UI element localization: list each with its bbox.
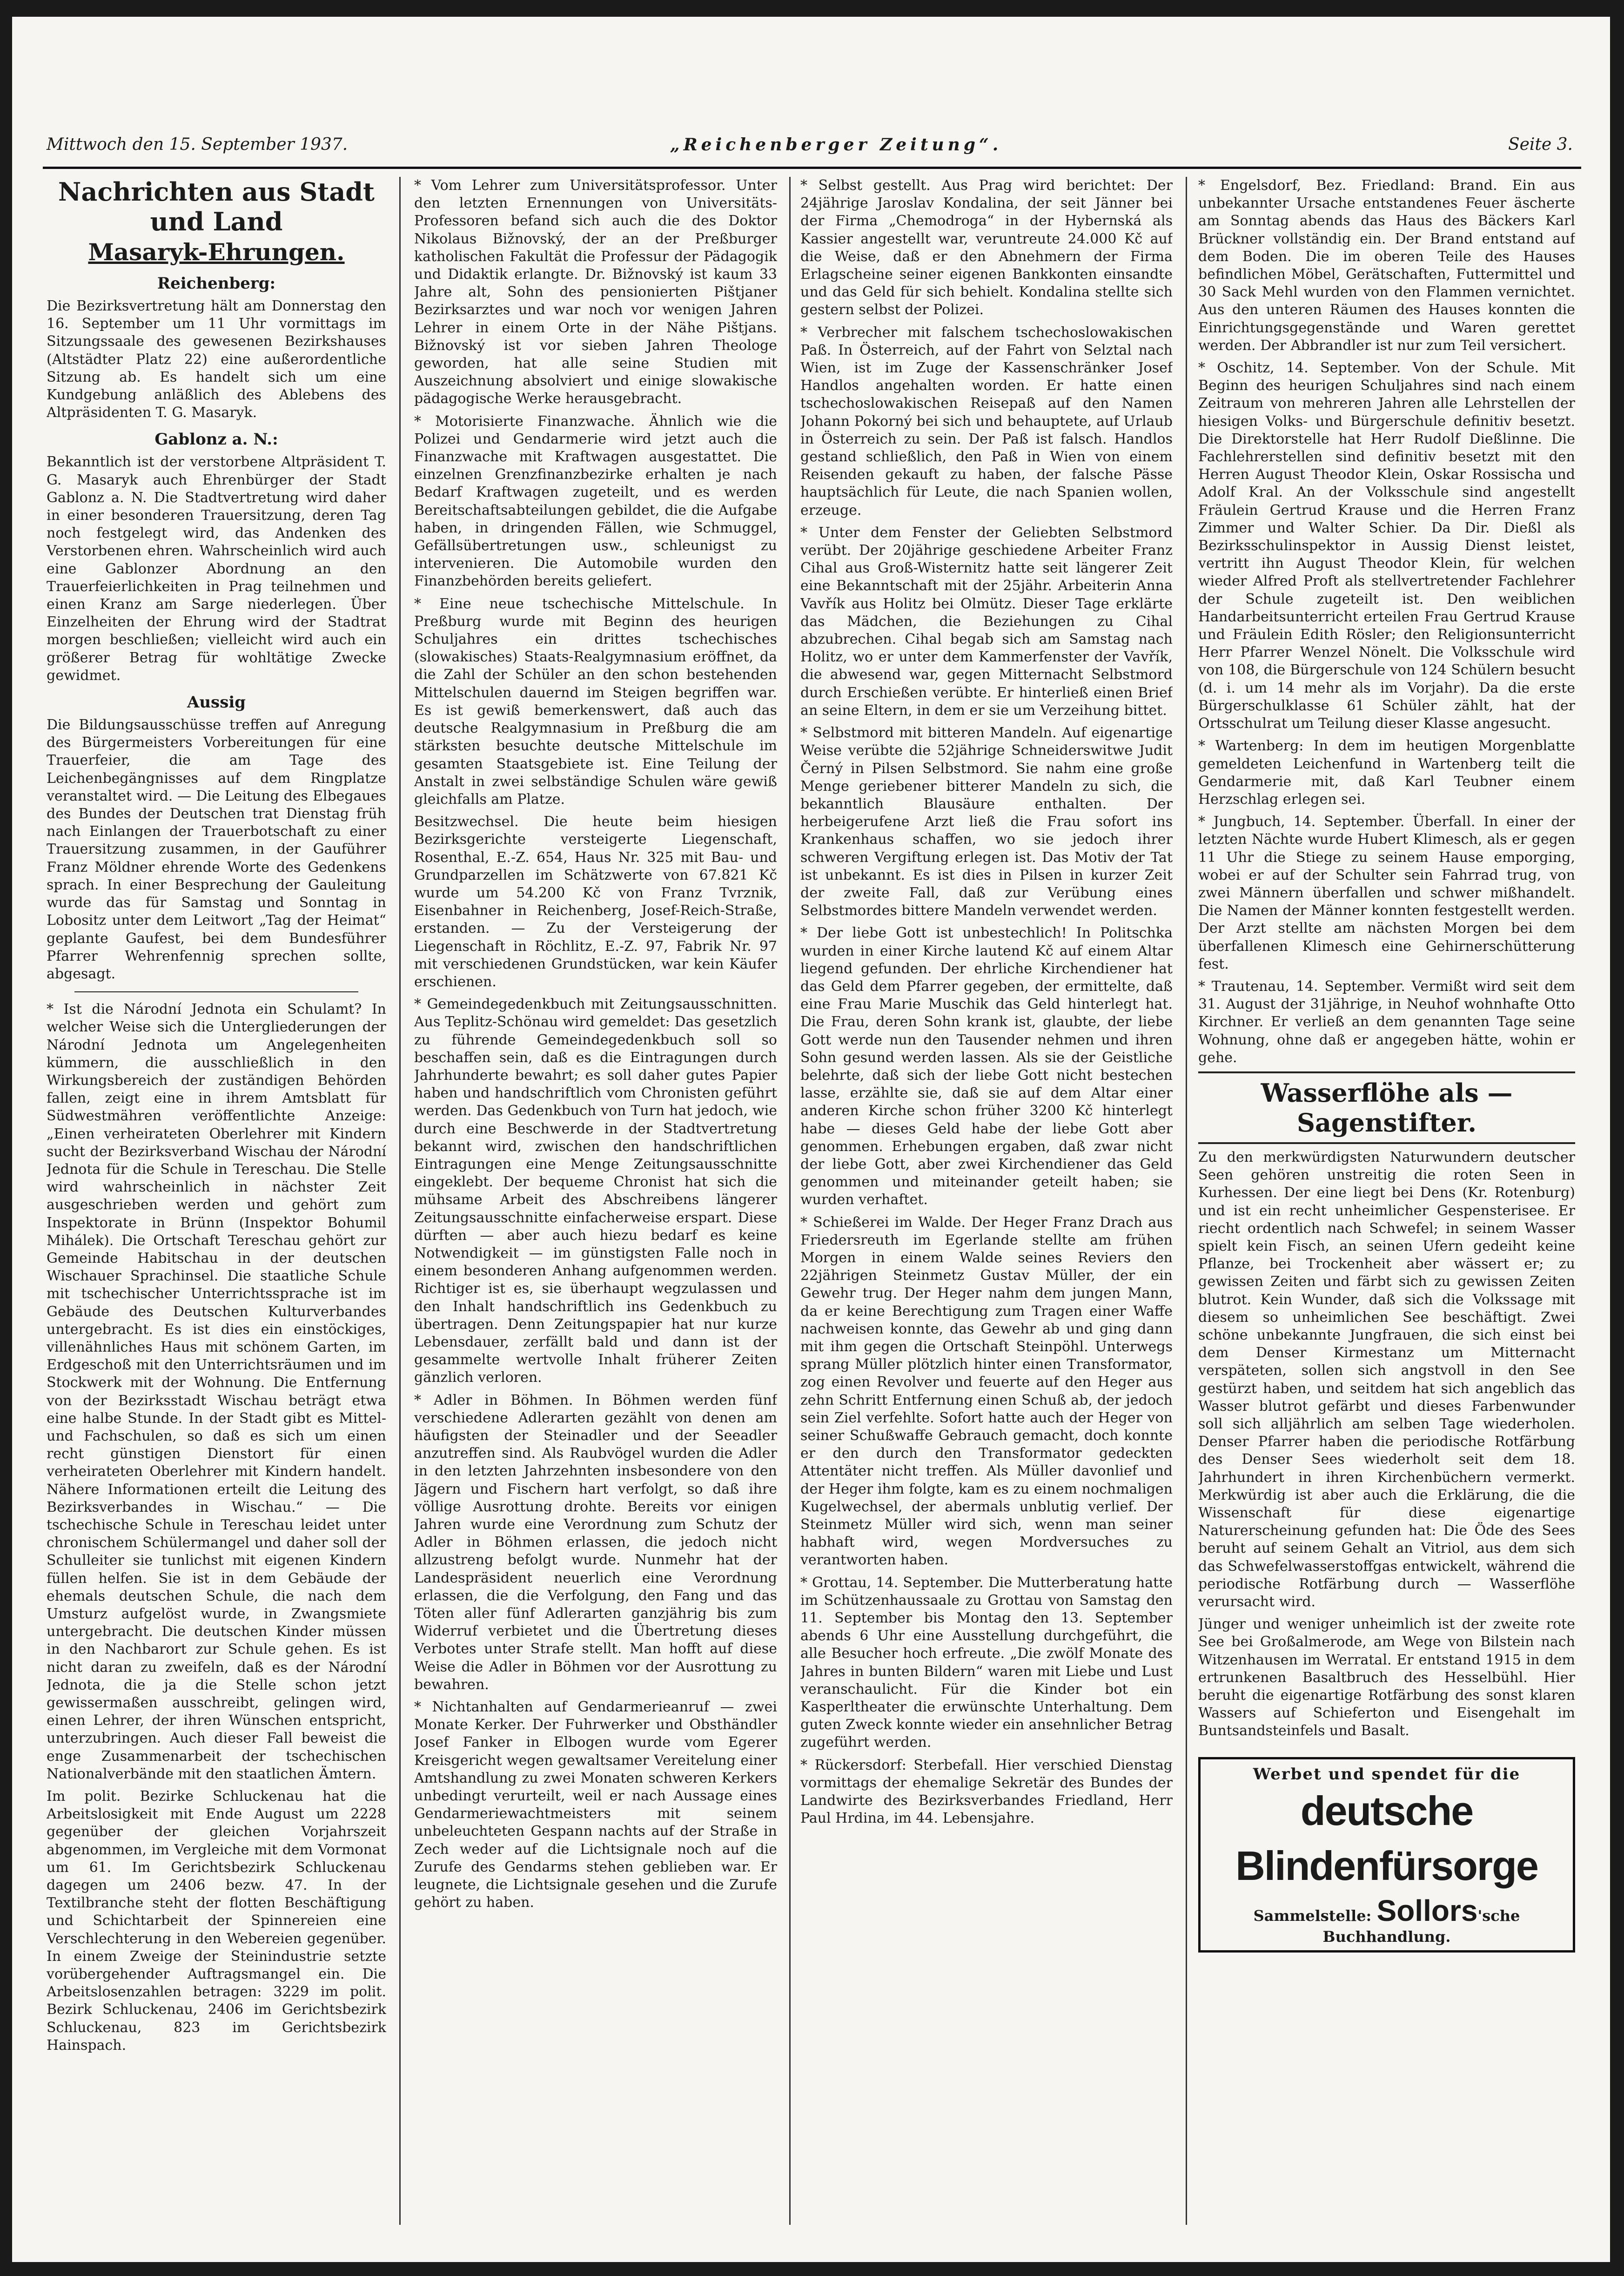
place-heading: Gablonz a. N.:: [154, 430, 278, 449]
ad-collection-point: [1207, 1893, 1566, 1946]
column-4: [1198, 177, 1575, 2234]
article-paragraph: * Selbstmord mit bitteren Mandeln. Auf eigenartige Weise verübte die 52jährige Schneiderswitwe Judit Černý in Pilsen Selbstmord. Sie nahm eine große Menge geriebener bitterer Mandeln zu sich, die bekanntlich Blausäure enthalten. Der herbeigerufene Arzt ließ die Frau sofort ins Krankenhaus schaffen, wo sie jedoch ihrer schweren Vergiftung erlegen ist. Das Motiv der Tat ist unbekannt. Es ist dies in Pilsen in kurzer Zeit der zweite Fall, daß zur Verübung eines Selbstmordes bittere Mandeln verwendet werden.: [800, 725, 1173, 919]
separator: [1198, 1071, 1575, 1073]
place-heading: Aussig: [187, 693, 246, 712]
article-paragraph: Besitzwechsel. Die heute beim hiesigen Bezirksgerichte versteigerte Liegenschaft, Rosenthal, E.-Z. 654, Haus Nr. 325 mit Bau- und Grundparzellen im Schätzwerte von 67.821 Kč wurde um 54.200 Kč von Franz Tvrznik, Eisenbahner in Reichenberg, Josef-Reich-Straße, erstanden. — Zu der Versteigerung der Liegenschaft in Röchlitz, E.-Z. 97, Fabrik Nr. 97 mit verschiedenen Grundstücken, war kein Käufer erschienen.: [414, 814, 777, 990]
article-paragraph: * Rückersdorf: Sterbefall. Hier verschied Dienstag vormittags der ehemalige Sekretär des Bundes der Landwirte des Bezirksverbandes Friedland, Herr Paul Hrdina, im 44. Lebensjahre.: [800, 1757, 1173, 1827]
advertisement-box: [1198, 1757, 1575, 1953]
article-paragraph: * Jungbuch, 14. September. Überfall. In einer der letzten Nächte wurde Hubert Klimesch, als er gegen 11 Uhr die Stiege zu seinem Hause emporging, wobei er auf der Schulter sein Fahrrad trug, von zwei Männern überfallen und schwer mißhandelt. Die Namen der Männer konnten festgestellt werden. Der Arzt stellte am nächsten Morgen bei dem überfallenen Klimesch eine Gehirnerschütterung fest.: [1198, 814, 1575, 972]
article-paragraph: * Trautenau, 14. September. Vermißt wird seit dem 31. August der 31jährige, in Neuhof wohnhafte Otto Kirchner. Er verließ an dem genannten Tage seine Wohnung, ohne daß er angegeben hätte, wohin er gehe.: [1198, 978, 1575, 1066]
article-paragraph: * Wartenberg: In dem im heutigen Morgenblatte gemeldeten Leichenfund in Wartenberg teilt die Gendarmerie mit, daß Karl Teubner einem Herzschlag erlegen sei.: [1198, 738, 1575, 808]
article-paragraph: Zu den merkwürdigsten Naturwundern deutscher Seen gehören unstreitig die roten Seen in Kurhessen. Der eine liegt bei Dens (Kr. Rotenburg) und ist ein recht unheimlicher Gespensterisee. Er riecht ordentlich nach Schwefel; in seinem Wasser spielt kein Fisch, an seinen Ufern gedeiht keine Pflanze, bei Trockenheit aber wässert er; zu gewissen Zeiten und färbt sich zu gewissen Zeiten blutrot. Kein Wunder, daß sich die Volkssage mit diesem so unheimlichen See beschäftigt. Zwei schöne unbekannte Jungfrauen, die sich einst bei dem Denser Kirmestanz um Mitternacht verspäteten, sollen sich angstvoll in den See gestürzt haben, und seitdem hat sich angeblich das Wasser blutrot gefärbt und dieses Farbenwunder soll sich alljährlich am selben Tage wiederholen. Denser Pfarrer haben die periodische Rotfärbung des Denser Sees wiederholt seit dem 18. Jahrhundert in ihren Kirchenbüchern vermerkt. Merkwürdig ist aber auch die Erklärung, die die Wissenschaft für diese eigenartige Naturerscheinung gefunden hat: Die Öde des Sees beruht auf seinem Gehalt an Vitriol, aus dem sich das Schwefelwasserstoffgas entwickelt, während die periodische Rotfärbung durch — Wasserflöhe verursacht wird.: [1198, 1149, 1575, 1610]
article-title: Masaryk-Ehrungen.: [88, 238, 345, 266]
separator: [1198, 1142, 1575, 1144]
scan-border-right: [1610, 0, 1624, 2276]
ad-sponsor-name: Sollors: [1376, 1893, 1478, 1927]
article-paragraph: * Grottau, 14. September. Die Mutterberatung hatte im Schützenhaussaale zu Grottau von Samstag den 11. September bis Montag den 13. September abends 6 Uhr eine Ausstellung durchgeführt, die alle Besucher hoch erfreute. „Die zwölf Monate des Jahres in bunten Bildern“ waren mit Liebe und Lust veranschaulicht. Für die Kinder bot ein Kasperltheater die erwünschte Unterhaltung. Dem guten Zweck konnte wieder ein ansehnlicher Betrag zugeführt werden.: [800, 1574, 1173, 1751]
article-paragraph: * Schießerei im Walde. Der Heger Franz Drach aus Friedersreuth im Egerlande stellte am frühen Morgen in einem Walde seines Reviers den 22jährigen Steinmetz Gustav Müller, der ein Gewehr trug. Der Heger nahm dem jungen Mann, da er keine Berechtigung zum Tragen einer Waffe nachweisen konnte, das Gewehr ab und ging dann mit ihm gegen die Ortschaft Steinpöhl. Unterwegs sprang Müller plötzlich hinter einen Transformator, zog einen Revolver und feuerte auf den Heger aus zehn Schritt Entfernung einen Schuß ab, der jedoch sein Ziel verfehlte. Sofort hatte auch der Heger von seiner Schußwaffe Gebrauch gemacht, doch konnte er den durch den Transformator gedeckten Attentäter nicht treffen. Als Müller davonlief und der Heger ihm folgte, kam es zu einem nochmaligen Kugelwechsel, der abermals unblutig verlief. Der Steinmetz Müller wird sich, wenn man seiner habhaft wird, wegen Mordversuches zu verantworten haben.: [800, 1214, 1173, 1569]
article-paragraph: * Eine neue tschechische Mittelschule. In Preßburg wurde mit Beginn des heurigen Schuljahres ein drittes tschechisches (slowakisches) Staats-Realgymnasium eröffnet, da die Zahl der Schüler an den schon bestehenden Mittelschulen dauernd im Steigen begriffen war. Es ist gewiß bemerkenswert, daß auch das deutsche Realgymnasium in Preßburg die am stärksten besuchte deutsche Mittelschule im gesamten Staatsgebiete ist. Eine Teilung der Anstalt in zwei selbständige Schulen wäre gewiß gleichfalls am Platze.: [414, 595, 777, 808]
column-rule: [1186, 177, 1187, 2225]
article-paragraph: Die Bezirksvertretung hält am Donnerstag den 16. September um 11 Uhr vormittags im Sitzungssaale des gewesenen Bezirkshauses (Altstädter Platz 22) eine außerordentliche Sitzung ab. Es handelt sich um eine Kundgebung anläßlich des Ablebens des Altpräsidenten T. G. Masaryk.: [47, 298, 386, 421]
column-2: [414, 177, 777, 2234]
column-rule: [789, 177, 791, 2225]
article-paragraph: Bekanntlich ist der verstorbene Altpräsident T. G. Masaryk auch Ehrenbürger der Stadt Gablonz a. N. Die Stadtvertretung wird daher in einer besonderen Trauersitzung, deren Tag noch festgelegt wird, das Andenken des Verstorbenen ehren. Wahrscheinlich wird auch eine Gablonzer Abordnung an den Trauerfeierlichkeiten in Prag teilnehmen und einen Kranz am Sarge niederlegen. Über Einzelheiten der Ehrung wird der Stadtrat morgen beschließen; vielleicht wird auch ein größerer Betrag für wohltätige Zwecke gewidmet.: [47, 454, 386, 684]
article-paragraph: Jünger und weniger unheimlich ist der zweite rote See bei Großalmerode, am Wege von Bilstein nach Witzenhausen im Werratal. Er entstand 1915 in dem ertrunkenen Basaltbruch des Hesselbühl. Hier beruht die eigenartige Rotfärbung des sonst klaren Wassers auf Schieferton und Eisengehalt im Buntsandsteinfels und Basalt.: [1198, 1616, 1575, 1739]
article-paragraph: * Vom Lehrer zum Universitätsprofessor. Unter den letzten Ernennungen von Universitäts-Professoren befand sich auch die des Doktor Nikolaus Bižnovský, der an der Preßburger katholischen Fakultät die Professur der Pädagogik und Didaktik erlangte. Dr. Bižnovský ist kaum 33 Jahre alt, Sohn des pensionierten Pištjaner Bezirksarztes und war noch vor wenigen Jahren Lehrer in einem Orte in der Nähe Pištjans. Bižnovský ist vor sieben Jahren Theologe geworden, hat alle seine Studien mit Auszeichnung absolviert und einige slowakische pädagogische Werke herausgebracht.: [414, 177, 777, 407]
article-paragraph: * Selbst gestellt. Aus Prag wird berichtet: Der 24jährige Jaroslav Kondalina, der seit Jänner bei der Firma „Chemodroga“ in der Hybernská als Kassier angestellt war, veruntreute 24.000 Kč auf die Weise, daß er den Abnehmern der Firma Erlagscheine seiner eigenen Bankkonten einsandte und das Geld für sich behielt. Kondalina stellte sich gestern selbst der Polizei.: [800, 177, 1173, 318]
column-3: [800, 177, 1173, 2234]
article-paragraph: * Der liebe Gott ist unbestechlich! In Politschka wurden in einer Kirche lautend Kč auf einem Altar liegend gefunden. Der ehrliche Kirchendiener hat das Geld dem Pfarrer gegeben, der ermittelte, daß eine Frau Marie Muschik das Geld hinterlegt hat. Die Frau, deren Sohn krank ist, glaubte, der liebe Gott werde nun den Tausender nehmen und ihren Sohn gesund werden lassen. Als sie der Geistliche belehrte, daß sich der liebe Gott nicht bestechen lasse, erzählte sie, daß sie auf dem Altar einer anderen Kirche schon früher 3200 Kč hinterlegt habe — dieses Geld habe der liebe Gott aber genommen. Erhebungen ergaben, daß zwar nicht der liebe Gott, aber zwei Kirchendiener das Geld genommen und miteinander geteilt haben; sie wurden verhaftet.: [800, 925, 1173, 1208]
ad-headline: deutsche Blindenfürsorge: [1235, 1787, 1538, 1889]
section-title: Nachrichten aus Stadt und Land: [58, 177, 375, 236]
article-paragraph: * Gemeindegedenkbuch mit Zeitungsausschnitten. Aus Teplitz-Schönau wird gemeldet: Das gesetzlich zu führende Gemeindegedenkbuch soll so beschaffen sein, daß es die Eintragungen durch Jahrhunderte bewahrt; es soll daher gutes Papier haben und handschriftlich vom Chronisten geführt werden. Das Gedenkbuch von Turn hat jedoch, wie durch eine Beschwerde in der Stadtvertretung bekannt wird, zwischen den handschriftlichen Eintragungen eine Menge Zeitungsausschnitte eingeklebt. Der bequeme Chronist hat sich die mühsame Arbeit des Abschreibens längerer Zeitungsausschnitte einfacherweise erspart. Diese dürften — aber auch hiezu bedarf es keine Notwendigkeit — im günstigsten Falle noch in einem besonderen Anhang aufgenommen werden. Richtiger ist es, sie überhaupt wegzulassen und den Inhalt handschriftlich ins Gedenkbuch zu übertragen. Denn Zeitungspapier hat nur kurze Lebensdauer, zerfällt bald und dann ist der gesammelte wertvolle Inhalt früherer Zeiten gänzlich verloren.: [414, 996, 777, 1386]
scan-border-left: [0, 0, 12, 2276]
column-1: [47, 177, 386, 2234]
scan-border-top: [0, 0, 1624, 17]
article-paragraph: * Nichtanhalten auf Gendarmerieanruf — zwei Monate Kerker. Der Fuhrwerker und Obsthändler Josef Fanker in Elbogen wurde vom Egerer Kreisgericht wegen gewaltsamer Vereitelung einer Amtshandlung zu zwei Monaten schweren Kerkers unbedingt verurteilt, weil er nach Aussage eines Gendarmeriewachtmeisters mit seinem unbeleuchteten Gespann nachts auf der Straße in Zech weder auf die Lichtsignale noch auf die Zurufe des Gendarms stehen geblieben war. Er leugnete, die Lichtsignale gesehen und die Zurufe gehört zu haben.: [414, 1699, 777, 1911]
header-page-number: Seite 3.: [1508, 135, 1573, 154]
separator: [74, 991, 358, 992]
article-paragraph: Die Bildungsausschüsse treffen auf Anregung des Bürgermeisters Vorbereitungen für eine Trauerfeier, die am Tage des Leichenbegängnisses auf dem Ringplatze veranstaltet wird. — Die Leitung des Elbegaues des Bundes der Deutschen trat Dienstag früh nach Einlangen der Trauerbotschaft zu einer Trauersitzung zusammen, in der Gauführer Franz Möldner ehrende Worte des Gedenkens sprach. In einer Besprechung der Gauleitung wurde das für Samstag und Sonntag in Lobositz unter dem Leitwort „Tag der Heimat“ geplante Gaufest, bei dem Bundesführer Pfarrer Wehrenfennig sprechen sollte, abgesagt.: [47, 717, 386, 982]
article-paragraph: * Oschitz, 14. September. Von der Schule. Mit Beginn des heurigen Schuljahres sind nach einem Zeitraum von mehreren Jahren alle Lehrstellen der hiesigen Volks- und Bürgerschule definitiv besetzt. Die Direktorstelle hat Herr Rudolf Dießlinne. Die Fachlehrerstellen sind definitiv besetzt mit den Herren August Theodor Klein, Oskar Rossischa und Adolf Kral. An der Volksschule sind angestellt Fräulein Gertrud Krause und die Herren Franz Zimmer und Walter Schier. Da Dir. Dießl als Bezirksschulinspektor in Aussig Dienst leistet, vertritt ihn August Theodor Klein, für welchen wieder Alfred Proft als stellvertretender Fachlehrer der Schule zugeteilt ist. Den weiblichen Handarbeitsunterricht erteilen Frau Gertrud Krause und Fräulein Edith Rösler; den Religionsunterricht Herr Pfarrer Wenzel Nönelt. Die Volksschule wird von 108, die Bürgerschule von 124 Schülern besucht (d. i. um 14 mehr als im Vorjahr). Da die erste Bürgerschulklasse 61 Schüler zählt, hat der Ortsschulrat um Teilung dieser Klasse angesucht.: [1198, 360, 1575, 732]
header-date: Mittwoch den 15. September 1937.: [47, 135, 348, 154]
article-title: Wasserflöhe als — Sagenstifter.: [1261, 1077, 1513, 1138]
article-paragraph: * Motorisierte Finanzwache. Ähnlich wie die Polizei und Gendarmerie wird jetzt auch die Finanzwache mit Kraftwagen ausgestattet. Die einzelnen Grenzfinanzbezirke erhalten je nach Bedarf Kraftwagen zugeteilt, und es werden Bereitschaftsabteilungen gebildet, die die Aufgabe haben, in dringenden Fällen, wie Schmuggel, Gefällsübertretungen usw., schleunigst zu intervenieren. Die Automobile wurden den Finanzbehörden bereits geliefert.: [414, 413, 777, 590]
ad-collection-label: Sammelstelle:: [1253, 1906, 1372, 1925]
column-rule: [399, 177, 401, 2225]
article-paragraph: * Verbrecher mit falschem tschechoslowakischen Paß. In Österreich, auf der Fahrt von Selztal nach Wien, ist im Zuge der Kassenschränker Josef Handlos angehalten worden. Er hatte einen tschechoslowakischen Reisepaß auf den Namen Johann Pokorný bei sich und behauptete, auf Urlaub in Österreich zu sein. Der Paß ist falsch. Handlos gestand schließlich, den Paß in Wien von einem Reisenden gekauft zu haben, der falsche Pässe hauptsächlich für Leute, die nach Spanien wollen, erzeuge.: [800, 324, 1173, 518]
article-paragraph: Im polit. Bezirke Schluckenau hat die Arbeitslosigkeit mit Ende August um 2228 gegenüber der gleichen Vorjahrszeit abgenommen, im Vergleiche mit dem Vormonat um 61. Im Gerichtsbezirk Schluckenau dagegen um 2406 bezw. 47. In der Textilbranche steht der flotten Beschäftigung und Schichtarbeit der Spinnereien eine Verschlechterung in den Webereien gegenüber. In einem Zweige der Steinindustrie setzte vorübergehender Auftragsmangel ein. Die Arbeitslosenzahlen betragen: 3229 im polit. Bezirk Schluckenau, 2406 im Gerichtsbezirk Schluckenau, 823 im Gerichtsbezirk Hainspach.: [47, 1788, 386, 2054]
article-paragraph: * Engelsdorf, Bez. Friedland: Brand. Ein aus unbekannter Ursache entstandenes Feuer äscherte am Sonntag abends das Haus des Bäckers Karl Brückner vollständig ein. Der Brand entstand auf dem Boden. Die im oberen Teile des Hauses befindlichen Möbel, Gerätschaften, Futtermittel und 30 Sack Mehl wurden von den Flammen vernichtet. Aus den unteren Räumen des Hauses konnten die Einrichtungsgegenstände und Waren gerettet werden. Der Abbrandler ist nur zum Teil versichert.: [1198, 177, 1575, 354]
place-heading: Reichenberg:: [157, 274, 276, 293]
article-paragraph: * Unter dem Fenster der Geliebten Selbstmord verübt. Der 20jährige geschiedene Arbeiter Franz Cihal aus Groß-Wisternitz hatte seit längerer Zeit eine Bekanntschaft mit der 25jähr. Arbeiterin Anna Vavřík aus Holitz bei Olmütz. Dieser Tage erklärte das Mädchen, die Beziehungen zu Cihal abzubrechen. Cihal begab sich am Samstag nach Holitz, wo er unter dem Kammerfenster der Vavřík, die abwesend war, gegen Mitternacht Selbstmord durch Erschießen verübte. Er hinterließ einen Brief an seine Eltern, in dem er sie um Verzeihung bittet.: [800, 524, 1173, 719]
scan-border-bottom: [0, 2262, 1624, 2276]
ad-sponsor-suffix: 'sche Buchhandlung.: [1322, 1906, 1520, 1946]
article-paragraph: * Ist die Národní Jednota ein Schulamt? In welcher Weise sich die Untergliederungen der Národní Jednota um Angelegenheiten kümmern, die ausschließlich in den Wirkungsbereich der zuständigen Behörden fallen, zeigt eine in ihrem Amtsblatt für Südwestmähren veröffentlichte Anzeige: „Einen verheirateten Oberlehrer mit Kindern sucht der Bezirksverband Wischau der Národní Jednota für die Schule in Tereschau. Die Stelle wird wahrscheinlich in nächster Zeit ausgeschrieben werden und gehört zum Inspektorate in Brünn (Inspektor Bohumil Mihálek). Die Ortschaft Tereschau gehört zur Gemeinde Habitschau in der deutschen Wischauer Sprachinsel. Die staatliche Schule mit tschechischer Unterrichtssprache ist im Gebäude des Deutschen Kulturverbandes untergebracht. Es ist dies ein einstöckiges, villenähnliches Haus mit schönem Garten, im Erdgeschoß mit den Unterrichtsräumen und im Stockwerk mit der Wohnung. Die Entfernung von der Bezirksstadt Wischau beträgt etwa eine halbe Stunde. In der Stadt gibt es Mittel- und Fachschulen, so daß es sich um einen recht günstigen Dienstort für einen verheirateten Oberlehrer mit Kindern handelt. Nähere Informationen erteilt die Leitung des Bezirksverbandes in Wischau.“ — Die tschechische Schule in Tereschau leidet unter chronischem Schülermangel und daher soll der Schulleiter sie tunlichst mit eigenen Kindern füllen helfen. Sie ist in dem Gebäude der ehemals deutschen Schule, die nach dem Umsturz aufgelöst wurde, in Zwangsmiete untergebracht. Die deutschen Kinder müssen in den Nachbarort zur Schule gehen. Es ist nicht daran zu zweifeln, daß es der Národní Jednota, die ja die Stelle schon jetzt gewissermaßen ausschreibt, gelingen wird, einen Lehrer, der ihren Wünschen entspricht, unterzubringen. Auch dieser Fall beweist die enge Zusammenarbeit der tschechischen Nationalverbände mit den staatlichen Ämtern.: [47, 1001, 386, 1782]
header-newspaper-title: „Reichenberger Zeitung“.: [670, 135, 1002, 155]
ad-tagline: Werbet und spendet für die: [1253, 1764, 1521, 1784]
header-rule: [43, 167, 1581, 169]
article-paragraph: * Adler in Böhmen. In Böhmen werden fünf verschiedene Adlerarten gezählt von denen am häufigsten der Steinadler und der Seeadler anzutreffen sind. Als Raubvögel wurden die Adler in den letzten Jahrzehnten insbesondere von den Jägern und Fischern hart verfolgt, so daß ihre völlige Ausrottung drohte. Bereits vor einigen Jahren wurde eine Verordnung zum Schutz der Adler in Böhmen erlassen, die jedoch nicht allzustreng befolgt wurde. Nunmehr hat der Landespräsident neuerlich eine Verordnung erlassen, die die Verfolgung, den Fang und das Töten aller fünf Adlerarten ganzjährig bis zum Widerruf verbietet und die Übertretung dieses Verbotes unter Strafe stellt. Man hofft auf diese Weise die Adler in Böhmen vor der Ausrottung zu bewahren.: [414, 1392, 777, 1693]
